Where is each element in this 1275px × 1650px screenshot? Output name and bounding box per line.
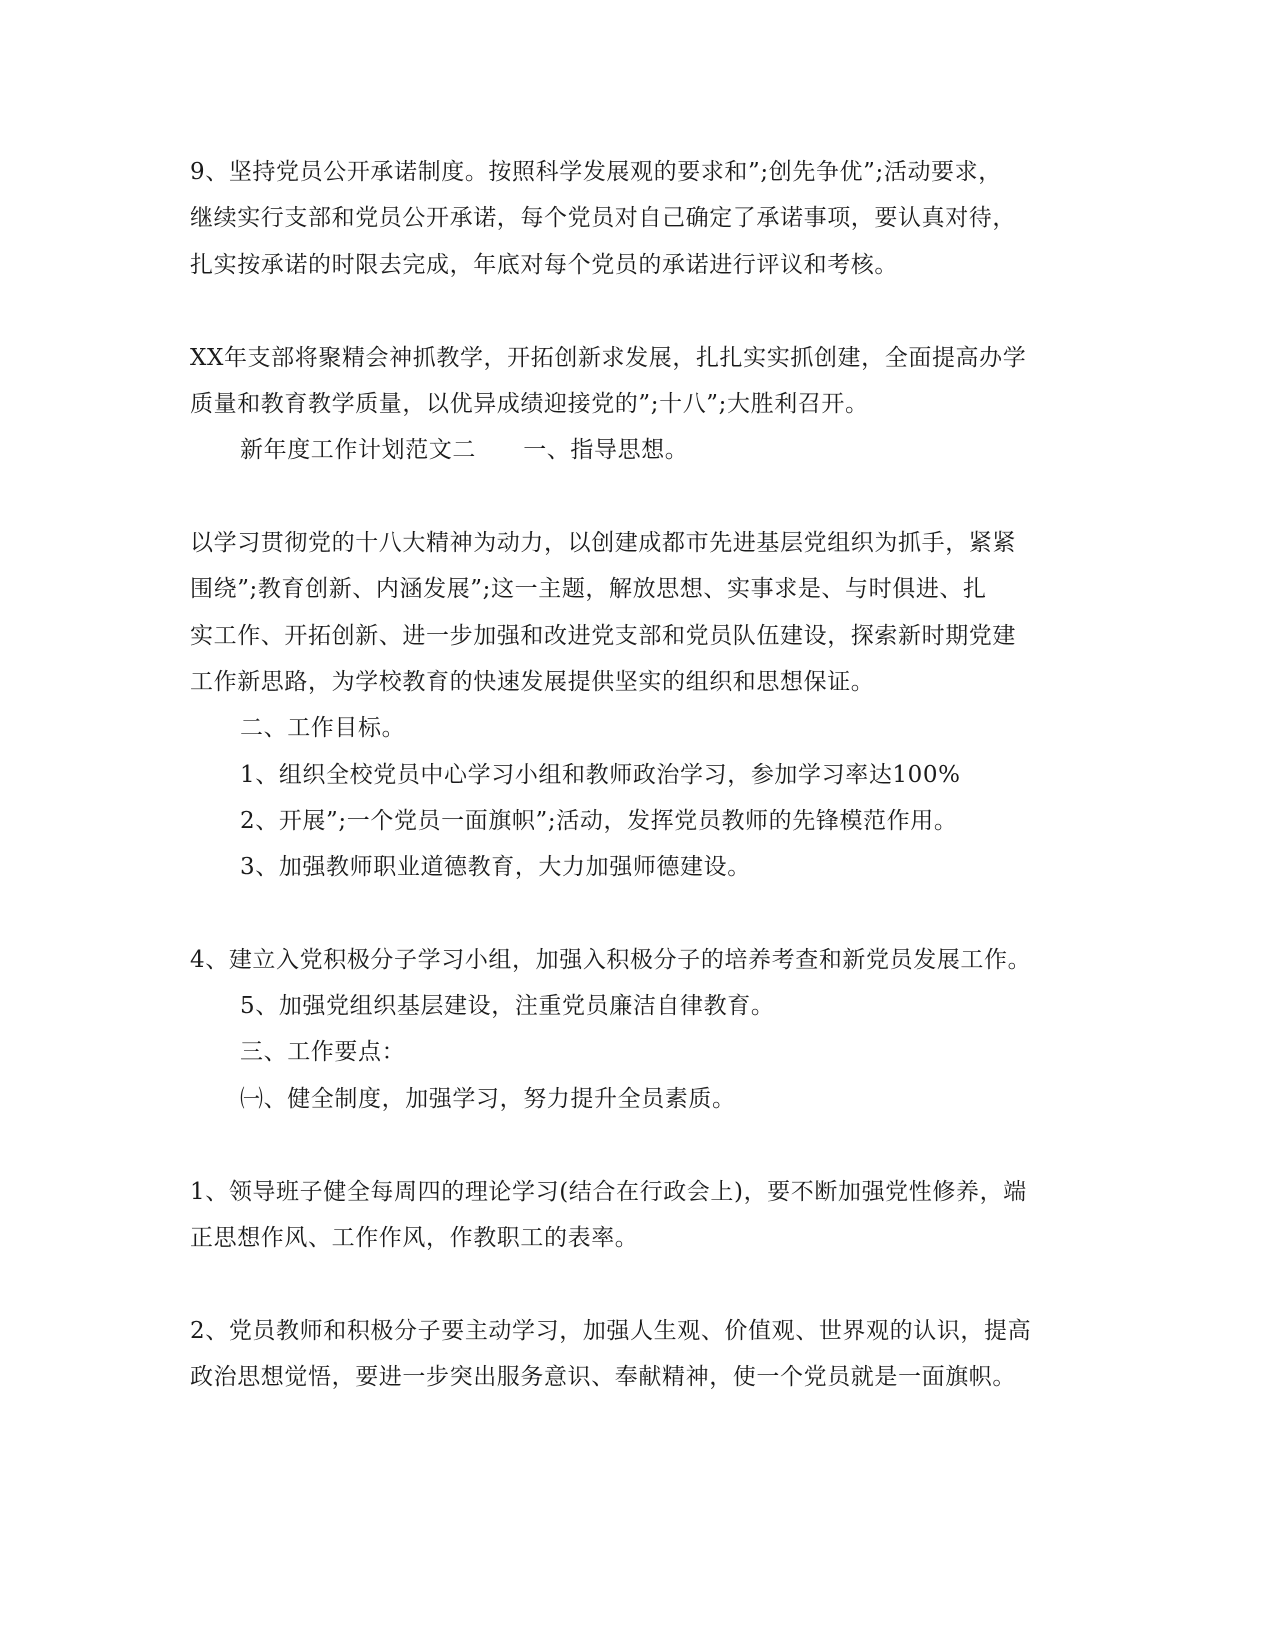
list-item: 5、加强党组织基层建设，注重党员廉洁自律教育。 bbox=[240, 993, 775, 1019]
text-line: 扎实按承诺的时限去完成，年底对每个党员的承诺进行评议和考核。 bbox=[190, 252, 898, 278]
section-heading: 二、工作目标。 bbox=[240, 715, 406, 741]
list-item: 4、建立入党积极分子学习小组，加强入积极分子的培养考查和新党员发展工作。 bbox=[190, 947, 1032, 973]
subsection-heading: ㈠、健全制度，加强学习，努力提升全员素质。 bbox=[240, 1086, 736, 1112]
text-line: 质量和教育教学质量，以优异成绩迎接党的”;十八”;大胜利召开。 bbox=[190, 391, 869, 417]
text-line: 1、领导班子健全每周四的理论学习(结合在行政会上)，要不断加强党性修养，端 bbox=[190, 1179, 1027, 1205]
text-line: 9、坚持党员公开承诺制度。按照科学发展观的要求和”;创先争优”;活动要求， bbox=[190, 159, 1002, 185]
text-line: 围绕”;教育创新、内涵发展”;这一主题，解放思想、实事求是、与时俱进、扎 bbox=[190, 576, 987, 602]
text-line: 政治思想觉悟，要进一步突出服务意识、奉献精神，使一个党员就是一面旗帜。 bbox=[190, 1364, 1016, 1390]
text-line: 2、党员教师和积极分子要主动学习，加强人生观、价值观、世界观的认识，提高 bbox=[190, 1318, 1032, 1344]
text-line: 以学习贯彻党的十八大精神为动力，以创建成都市先进基层党组织为抓手，紧紧 bbox=[190, 530, 1016, 556]
section-heading: 新年度工作计划范文二 一、指导思想。 bbox=[240, 437, 689, 463]
text-line: 正思想作风、工作作风，作教职工的表率。 bbox=[190, 1225, 639, 1251]
list-item: 3、加强教师职业道德教育，大力加强师德建设。 bbox=[240, 854, 751, 880]
section-heading: 三、工作要点： bbox=[240, 1039, 406, 1065]
text-line: 实工作、开拓创新、进一步加强和改进党支部和党员队伍建设，探索新时期党建 bbox=[190, 623, 1016, 649]
list-item: 2、开展”;一个党员一面旗帜”;活动，发挥党员教师的先锋模范作用。 bbox=[240, 808, 958, 834]
text-line: XX年支部将聚精会神抓教学，开拓创新求发展，扎扎实实抓创建，全面提高办学 bbox=[190, 345, 1027, 371]
text-line: 工作新思路，为学校教育的快速发展提供坚实的组织和思想保证。 bbox=[190, 669, 875, 695]
list-item: 1、组织全校党员中心学习小组和教师政治学习，参加学习率达100% bbox=[240, 762, 961, 788]
text-line: 继续实行支部和党员公开承诺，每个党员对自己确定了承诺事项，要认真对待， bbox=[190, 205, 1016, 231]
